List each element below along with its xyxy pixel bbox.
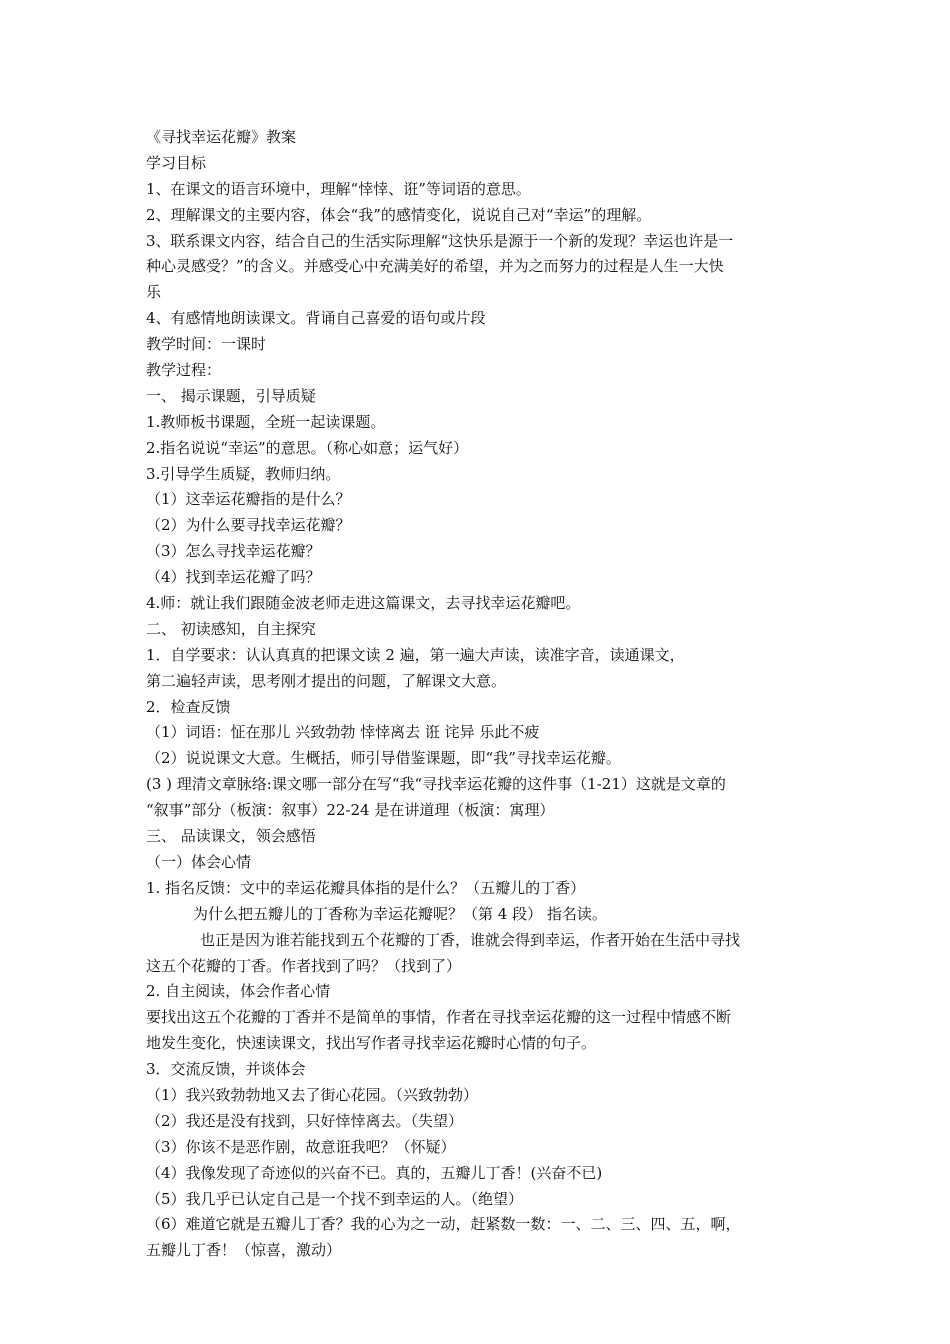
text-line: 第二遍轻声读，思考刚才提出的问题，了解课文大意。 <box>146 671 507 690</box>
document-body <box>146 125 812 1264</box>
text-line: 要找出这五个花瓣的丁香并不是简单的事情，作者在寻找幸运花瓣的这一过程中情感不断 <box>146 1008 732 1027</box>
text-line: 种心灵感受？”的含义。并感受心中充满美好的希望，并为之而努力的过程是人生一大快 <box>146 257 724 276</box>
list-item: （3）你该不是恶作剧，故意诳我吧？（怀疑） <box>146 1137 456 1156</box>
text-line: 为什么把五瓣儿的丁香称为幸运花瓣呢？（第 4 段） 指名读。 <box>193 904 607 923</box>
section-heading: 三、 品读课文，领会感悟 <box>146 827 316 846</box>
text-line: 这五个花瓣的丁香。作者找到了吗？（找到了） <box>146 956 462 975</box>
list-item: （1）我兴致勃勃地又去了街心花园。（兴致勃勃） <box>146 1085 479 1104</box>
list-item: （4）我像发现了奇迹似的兴奋不已。真的，五瓣儿丁香！(兴奋不已) <box>146 1163 603 1182</box>
text-line: 1、在课文的语言环境中，理解“悻悻、诳”等词语的意思。 <box>146 179 531 198</box>
text-line: “叙事”部分（板演：叙事）22-24 是在讲道理（板演：寓理） <box>146 801 555 820</box>
section-heading: 学习目标 <box>146 153 207 172</box>
text-line: 2. 自主阅读，体会作者心情 <box>146 982 331 1001</box>
list-item: （5）我几乎已认定自己是一个找不到幸运的人。（绝望） <box>146 1189 524 1208</box>
text-line: 2.指名说说“幸运”的意思。（称心如意；运气好） <box>146 438 469 457</box>
text-line: 2．检查反馈 <box>146 697 231 716</box>
list-item: （2）说说课文大意。生概括，师引导借鉴课题，即“我”寻找幸运花瓣。 <box>146 749 621 768</box>
text-line: 4.师：就让我们跟随金波老师走进这篇课文，去寻找幸运花瓣吧。 <box>146 594 581 613</box>
list-item: （1）词语：怔在那儿 兴致勃勃 悻悻离去 诳 诧异 乐此不疲 <box>146 723 540 742</box>
section-heading: 教学过程： <box>146 361 222 380</box>
document-title: 《寻找幸运花瓣》教案 <box>146 128 297 146</box>
list-item: （2）为什么要寻找幸运花瓣？ <box>146 516 351 535</box>
text-line: 教学时间：一课时 <box>146 335 267 354</box>
section-heading: 一、 揭示课题，引导质疑 <box>146 386 316 405</box>
list-item: （2）我还是没有找到，只好悻悻离去。（失望） <box>146 1111 464 1130</box>
text-line: 乐 <box>146 283 162 302</box>
text-line: 3.引导学生质疑，教师归纳。 <box>146 464 341 483</box>
list-item: （4）找到幸运花瓣了吗？ <box>146 568 321 587</box>
text-line: 1.教师板书课题，全班一起读课题。 <box>146 412 386 431</box>
text-line: 3．交流反馈，并谈体会 <box>146 1060 306 1079</box>
text-line: 2、理解课文的主要内容，体会“我”的感情变化，说说自己对“幸运”的理解。 <box>146 205 652 224</box>
text-line: 1. 指名反馈：文中的幸运花瓣具体指的是什么？（五瓣儿的丁香） <box>146 878 586 897</box>
text-line: 也正是因为谁若能找到五个花瓣的丁香，谁就会得到幸运，作者开始在生活中寻找 <box>200 930 741 949</box>
list-item: （3）怎么寻找幸运花瓣？ <box>146 542 321 561</box>
subsection-heading: （一）体会心情 <box>146 852 252 871</box>
list-item: （1）这幸运花瓣指的是什么？ <box>146 490 351 509</box>
list-item: （6）难道它就是五瓣儿丁香？我的心为之一动，赶紧数一数：一、二、三、四、五，啊， <box>146 1215 741 1234</box>
text-line: 1．自学要求：认认真真的把课文读 2 遍，第一遍大声读，读准字音，读通课文， <box>146 645 685 664</box>
text-line: 4、有感情地朗读课文。背诵自己喜爱的语句或片段 <box>146 309 486 328</box>
text-line: 五瓣儿丁香！（惊喜，激动） <box>146 1241 342 1260</box>
text-line: 3、联系课文内容，结合自己的生活实际理解“这快乐是源于一个新的发现？幸运也许是一 <box>146 231 734 250</box>
text-line: 地发生变化，快速读课文，找出写作者寻找幸运花瓣时心情的句子。 <box>146 1034 597 1053</box>
section-heading: 二、 初读感知，自主探究 <box>146 619 316 638</box>
list-item: (3 ) 理清文章脉络:课文哪一部分在写“我“寻找幸运花瓣的这件事（1-21）这就是文章的 <box>146 775 726 794</box>
